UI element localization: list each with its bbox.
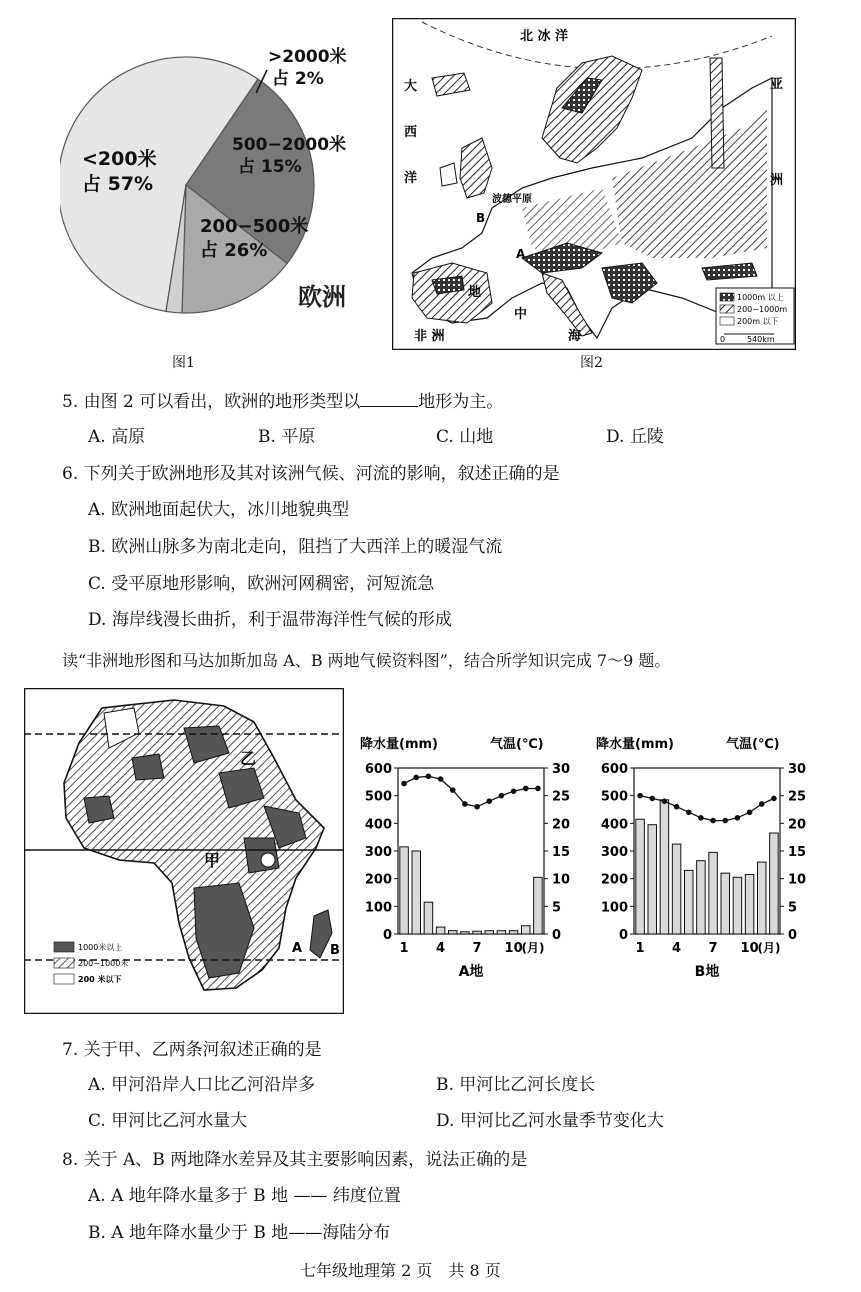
europe-relief-map (392, 18, 796, 350)
precip-bar-month-1 (636, 819, 645, 934)
month-tick-label: 7 (472, 941, 482, 956)
question-7-option-a[interactable]: A. 甲河沿岸人口比乙河沿岸多 (88, 1075, 316, 1095)
temp-axis-title: 气温(℃) (726, 737, 780, 752)
temp-point-month-9 (499, 793, 505, 799)
temp-point-month-12 (771, 796, 777, 802)
precip-bar-month-3 (660, 800, 669, 934)
temp-point-month-11 (759, 801, 765, 807)
precip-tick-label: 100 (364, 900, 392, 916)
question-7-option-c[interactable]: C. 甲河比乙河水量大 (88, 1111, 248, 1131)
map-label-b: B (476, 211, 486, 225)
precip-bar-month-2 (648, 825, 657, 934)
temp-point-month-7 (474, 804, 480, 810)
reading-intro: 读“非洲地形图和马达加斯加岛 A、B 两地气候资料图”，结合所学知识完成 7～9 题。 (62, 651, 671, 670)
africa-river-jia: 甲 (204, 851, 221, 870)
precip-bar-month-10 (509, 931, 518, 934)
africa-point-b: B (330, 943, 340, 958)
map-legend (716, 288, 794, 344)
africa-legend-high: 1000米以上 (78, 943, 123, 952)
temp-point-month-12 (535, 786, 541, 792)
temp-point-month-1 (401, 781, 407, 787)
precip-bar-month-10 (745, 875, 754, 934)
precip-tick-label: 200 (364, 872, 392, 888)
temp-tick-label: 30 (552, 762, 571, 777)
map-legend-mid: 200−1000m (737, 305, 788, 314)
question-6-option-a[interactable]: A. 欧洲地面起伏大，冰川地貌典型 (88, 500, 350, 520)
africa-legend-mid: 200−1000米 (78, 959, 129, 968)
map-legend-low: 200m 以下 (737, 317, 779, 326)
precip-tick-label: 0 (382, 928, 392, 943)
pie-share-gt2000: 占 2% (272, 69, 324, 89)
question-5-stem-before: 5. 由图 2 可以看出，欧洲的地形类型以 (62, 392, 361, 412)
precip-tick-label: 0 (618, 928, 628, 943)
precip-bar-month-9 (497, 931, 506, 934)
map-label-asia-1: 亚 (770, 77, 784, 92)
precip-tick-label: 300 (364, 845, 392, 860)
precip-tick-label: 500 (364, 789, 392, 805)
map-label-med-3: 海 (568, 329, 582, 344)
station-name: B地 (694, 964, 720, 980)
precip-tick-label: 300 (600, 845, 628, 860)
page-footer: 七年级地理第 2 页 共 8 页 (300, 1261, 501, 1280)
precip-bar-month-5 (684, 870, 693, 934)
precip-bar-month-12 (534, 877, 543, 934)
temp-point-month-6 (462, 801, 468, 807)
pie-share-200-500: 占 26% (200, 240, 268, 261)
question-5-blank (360, 392, 418, 407)
question-7-stem: 7. 关于甲、乙两条河叙述正确的是 (62, 1040, 322, 1060)
month-tick-label: 10 (504, 941, 523, 956)
question-5-option-c[interactable]: C. 山地 (436, 427, 494, 447)
africa-point-a: A (292, 941, 303, 956)
precip-tick-label: 600 (364, 762, 392, 777)
question-8-stem: 8. 关于 A、B 两地降水差异及其主要影响因素，说法正确的是 (62, 1150, 528, 1170)
month-tick-label: 10 (740, 941, 759, 956)
map-label-atlantic-3: 洋 (404, 171, 418, 186)
temp-tick-label: 10 (552, 872, 571, 888)
pie-label-lt200: <200米 (82, 148, 157, 170)
month-tick-label: 1 (399, 941, 409, 956)
precip-bar-month-7 (709, 852, 718, 934)
question-5-stem (62, 392, 503, 412)
precip-bar-month-8 (485, 931, 494, 934)
question-8-option-a[interactable]: A. A 地年降水量多于 B 地 —— 纬度位置 (88, 1186, 401, 1206)
month-tick-label: 4 (672, 941, 682, 956)
temp-tick-label: 25 (552, 789, 571, 805)
question-7-option-d[interactable]: D. 甲河比乙河水量季节变化大 (436, 1111, 664, 1131)
temp-point-month-8 (486, 798, 492, 804)
temp-point-month-10 (511, 788, 517, 794)
precip-tick-label: 200 (600, 872, 628, 888)
precip-axis-title: 降水量(mm) (596, 737, 674, 752)
precip-bar-month-1 (400, 847, 409, 934)
temp-point-month-8 (722, 818, 728, 824)
precip-bar-month-9 (733, 877, 742, 934)
precip-bar-month-3 (424, 902, 433, 934)
temp-point-month-3 (426, 774, 432, 780)
temp-tick-label: 0 (552, 928, 562, 943)
climate-chart-a (358, 730, 584, 990)
temp-point-month-2 (413, 775, 419, 781)
europe-elevation-pie-chart (60, 20, 380, 350)
temp-point-month-5 (686, 809, 692, 815)
temp-point-month-1 (637, 793, 643, 799)
pie-share-lt200: 占 57% (82, 173, 154, 195)
map-label-atlantic-1: 大 (404, 79, 418, 94)
precip-bar-month-5 (448, 931, 457, 934)
precip-bar-month-11 (521, 926, 530, 934)
map-label-med-2: 中 (514, 307, 528, 322)
precip-tick-label: 500 (600, 789, 628, 805)
precip-bar-month-7 (473, 931, 482, 934)
africa-legend (54, 942, 128, 984)
temp-point-month-9 (735, 815, 741, 821)
question-6-option-d[interactable]: D. 海岸线漫长曲折，利于温带海洋性气候的形成 (88, 610, 452, 630)
figure-2 (392, 18, 796, 350)
temp-tick-label: 20 (788, 817, 807, 833)
map-label-a: A (516, 247, 526, 261)
map-label-atlantic-2: 西 (404, 125, 418, 140)
temp-point-month-10 (747, 809, 753, 815)
temp-point-month-11 (523, 786, 529, 792)
temp-tick-label: 30 (788, 762, 807, 777)
month-tick-label: 1 (635, 941, 645, 956)
precip-bar-month-11 (757, 862, 766, 934)
map-scale-label: 540km (747, 335, 775, 344)
temp-tick-label: 15 (552, 845, 571, 860)
temp-tick-label: 25 (788, 789, 807, 805)
precip-tick-label: 400 (600, 817, 628, 833)
precip-tick-label: 600 (600, 762, 628, 777)
question-7-option-b[interactable]: B. 甲河比乙河长度长 (436, 1075, 596, 1095)
map-label-asia-2: 洲 (770, 173, 784, 188)
question-5-option-a[interactable]: A. 高原 (88, 427, 146, 447)
climate-chart-b (594, 730, 820, 990)
question-5-option-d[interactable]: D. 丘陵 (606, 427, 664, 447)
temp-tick-label: 0 (788, 928, 798, 943)
station-name: A地 (458, 964, 484, 980)
map-label-polish-plain: 波德平原 (492, 194, 532, 205)
figure-2-caption: 图2 (580, 355, 603, 371)
map-label-arctic-ocean: 北 冰 洋 (520, 29, 569, 44)
precip-bar-month-8 (721, 873, 730, 934)
temp-point-month-2 (649, 796, 655, 802)
precip-tick-label: 100 (600, 900, 628, 916)
temp-tick-label: 10 (788, 872, 807, 888)
precip-axis-title: 降水量(mm) (360, 737, 438, 752)
pie-label-gt2000: >2000米 (268, 47, 347, 67)
figure-1 (60, 20, 380, 350)
temp-axis-title: 气温(℃) (490, 737, 544, 752)
question-5-stem-after: 地形为主。 (418, 392, 504, 412)
pie-label-200-500: 200−500米 (200, 216, 309, 237)
month-tick-label: 4 (436, 941, 446, 956)
temp-point-month-4 (674, 804, 680, 810)
month-unit-label: (月) (757, 941, 781, 955)
precip-tick-label: 400 (364, 817, 392, 833)
precip-bar-month-2 (412, 851, 421, 934)
map-label-med-1: 地 (468, 285, 482, 300)
question-5-option-b[interactable]: B. 平原 (258, 427, 316, 447)
map-label-africa: 非 洲 (414, 329, 445, 344)
temp-point-month-4 (438, 776, 444, 782)
temp-point-month-5 (450, 787, 456, 793)
map-legend-high: 1000m 以上 (737, 293, 784, 302)
temp-tick-label: 5 (552, 900, 562, 916)
question-8-option-b[interactable]: B. A 地年降水量少于 B 地——海陆分布 (88, 1223, 391, 1243)
temperature-line (404, 776, 538, 806)
africa-river-yi: 乙 (240, 749, 257, 768)
pie-label-500-2000: 500−2000米 (232, 135, 347, 155)
pie-share-500-2000: 占 15% (238, 157, 302, 177)
temp-tick-label: 20 (552, 817, 571, 833)
figure-1-caption: 图1 (172, 355, 195, 371)
question-6-stem: 6. 下列关于欧洲地形及其对该洲气候、河流的影响，叙述正确的是 (62, 464, 560, 484)
precip-bar-month-12 (770, 833, 779, 934)
pie-title: 欧洲 (298, 283, 346, 311)
question-6-option-c[interactable]: C. 受平原地形影响，欧洲河网稠密，河短流急 (88, 574, 435, 594)
precip-bar-month-6 (697, 861, 706, 934)
question-6-option-b[interactable]: B. 欧洲山脉多为南北走向，阻挡了大西洋上的暖湿气流 (88, 537, 503, 557)
map-scale-zero: 0 (720, 335, 726, 344)
month-unit-label: (月) (521, 941, 545, 955)
precip-bar-month-4 (672, 844, 681, 934)
precip-bar-month-6 (461, 932, 470, 934)
temp-tick-label: 15 (788, 845, 807, 860)
temp-point-month-3 (662, 798, 668, 804)
africa-legend-low: 200 米以下 (78, 975, 122, 984)
temp-tick-label: 5 (788, 900, 798, 916)
africa-map (24, 688, 344, 1014)
temp-point-month-6 (698, 815, 704, 821)
month-tick-label: 7 (708, 941, 718, 956)
precip-bar-month-4 (436, 927, 445, 934)
temp-point-month-7 (710, 818, 716, 824)
